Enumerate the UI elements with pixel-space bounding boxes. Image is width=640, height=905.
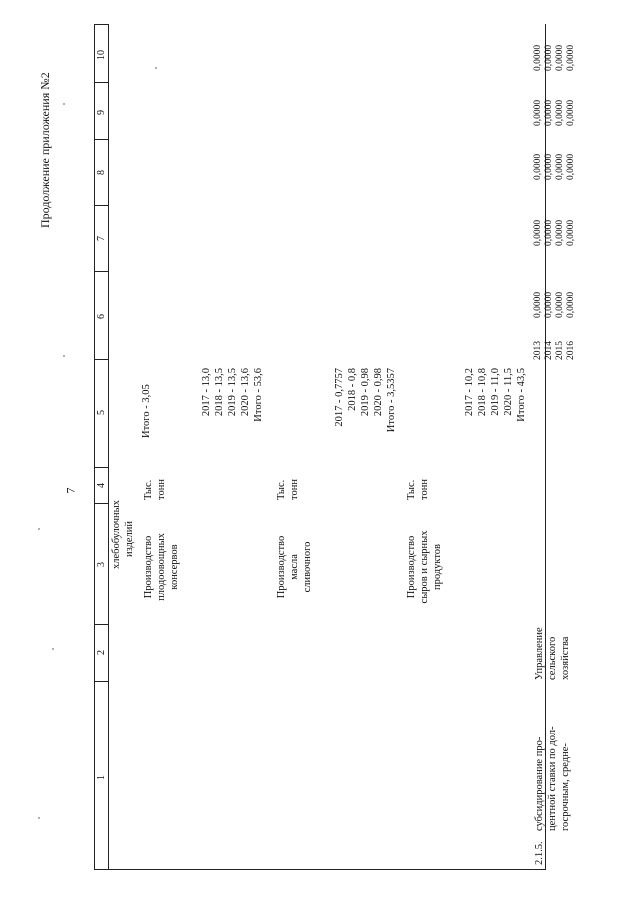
- product-values-2: 2017 - 0,7757 2018 - 0,8 2019 - 0,98 2020 - 0,98 Итого - 3,5357: [334, 368, 397, 433]
- scan-speck: [155, 67, 157, 69]
- item-col10: 0,0000 0,0000 0,0000 0,0000: [533, 44, 576, 71]
- appendix-label: Продолжение приложения №2: [38, 72, 52, 228]
- col-header-3: 3: [96, 562, 107, 567]
- item-col8: 0,0000 0,0000 0,0000 0,0000: [533, 153, 576, 180]
- col-sep-8: [94, 139, 108, 140]
- header-bottom-line: [108, 24, 109, 870]
- header-top-line: [94, 24, 95, 870]
- col-sep-4: [94, 467, 108, 468]
- col-sep-3: [94, 503, 108, 504]
- col-header-2: 2: [96, 650, 107, 655]
- col-header-1: 1: [96, 775, 107, 780]
- product-unit-2: Тыс. тонн: [276, 479, 300, 500]
- item-number: 2.1.5.: [534, 841, 545, 865]
- col-sep-9: [94, 82, 108, 83]
- bakery-tail-text: хлебобулочных изделий: [111, 500, 135, 569]
- item-col6: 0,0000 0,0000 0,0000 0,0000: [533, 291, 576, 318]
- product-name-3: Производство сыров и сырных продуктов: [406, 530, 443, 604]
- scan-speck: [38, 528, 40, 530]
- scan-speck: [38, 817, 40, 819]
- col-sep-0: [94, 869, 546, 870]
- page-number: 7: [63, 487, 78, 494]
- product-name-1: Производство плодоовощных консервов: [143, 533, 180, 601]
- col-header-7: 7: [96, 236, 107, 241]
- product-values-3: 2017 - 10,2 2018 - 10,8 2019 - 11,0 2020 - 11,5 Итого - 43,5: [464, 368, 527, 422]
- col-header-5: 5: [96, 410, 107, 415]
- col-header-10: 10: [96, 50, 107, 60]
- col-sep-2: [94, 624, 108, 625]
- product-name-2: Производство масла сливочного: [276, 535, 313, 599]
- item-description: субсидирование про- центной ставки по дол- госрочным, средне-: [534, 726, 571, 831]
- item-years: 2013 2014 2015 2016: [533, 341, 576, 360]
- scan-speck: [63, 103, 65, 105]
- col-header-9: 9: [96, 110, 107, 115]
- col-header-8: 8: [96, 170, 107, 175]
- col-sep-6: [94, 271, 108, 272]
- col-header-4: 4: [96, 483, 107, 488]
- bakery-total: Итого - 3,05: [141, 384, 152, 438]
- col-sep-1: [94, 681, 108, 682]
- scan-speck: [63, 355, 65, 357]
- item-col7: 0,0000 0,0000 0,0000 0,0000: [533, 219, 576, 246]
- item-responsible: Управление сельского хозяйства: [534, 627, 571, 680]
- col-sep-5: [94, 359, 108, 360]
- col-sep-10: [94, 24, 108, 25]
- item-col9: 0,0000 0,0000 0,0000 0,0000: [533, 99, 576, 126]
- product-values-1: 2017 - 13,0 2018 - 13,5 2019 - 13,5 2020 - 13,6 Итого - 53,6: [201, 368, 264, 422]
- product-unit-1: Тыс. тонн: [143, 479, 167, 500]
- col-header-6: 6: [96, 314, 107, 319]
- col-sep-7: [94, 205, 108, 206]
- scan-speck: [52, 648, 54, 650]
- product-unit-3: Тыс. тонн: [406, 479, 430, 500]
